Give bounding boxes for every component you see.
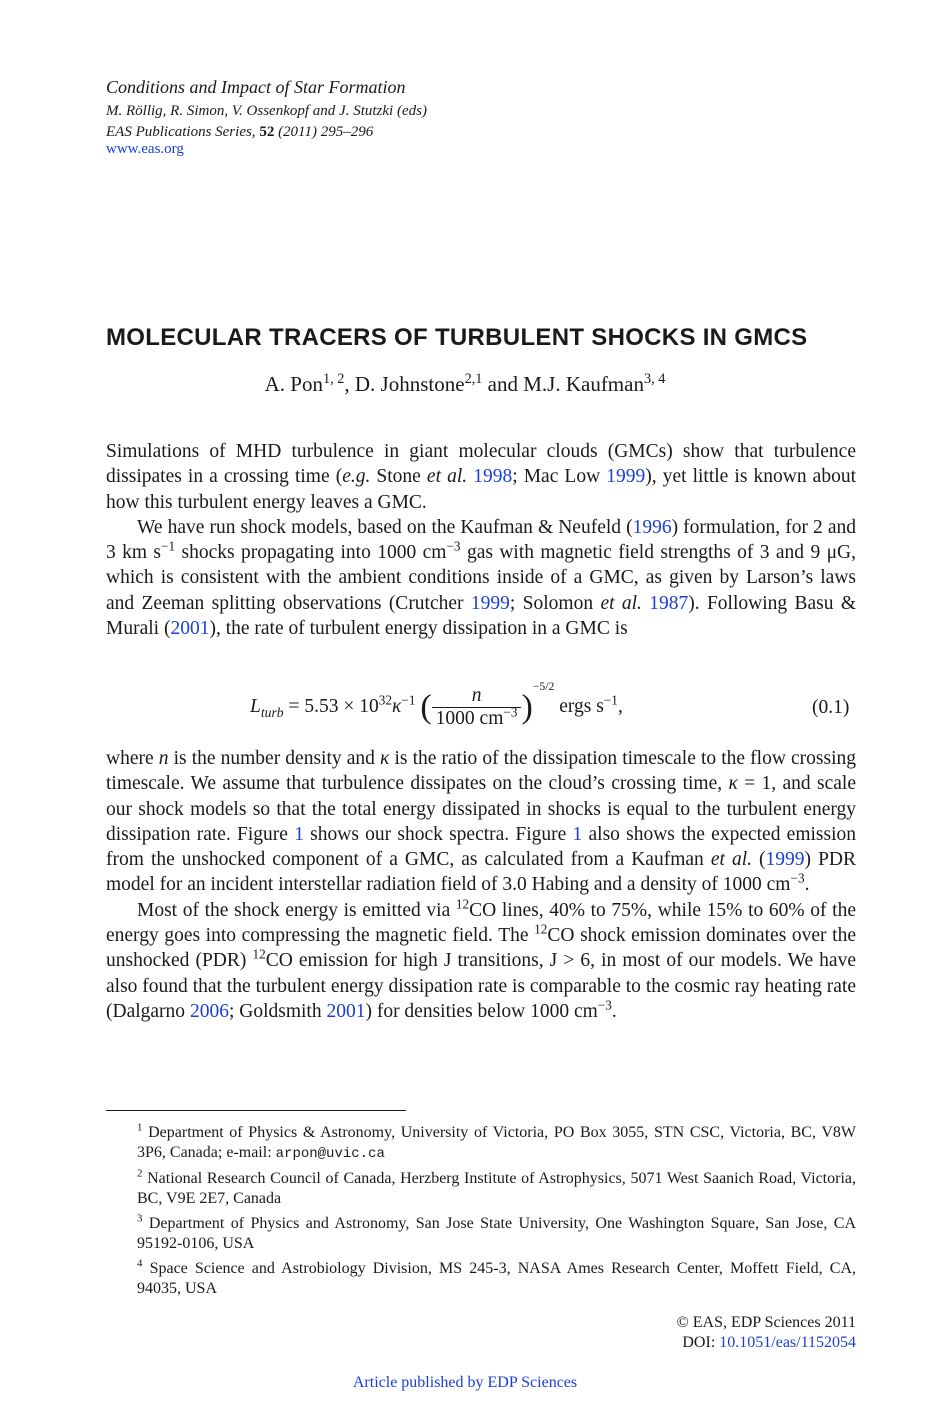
text: CO shock emission dominates over the unshocked (PDR) [106, 925, 856, 972]
text: . [804, 874, 810, 896]
text: ; Solomon [509, 592, 601, 614]
text: shocks propagating into 1000 cm [175, 542, 447, 564]
text: κ [380, 748, 390, 769]
paper-title: MOLECULAR TRACERS OF TURBULENT SHOCKS IN GMCS [106, 324, 808, 351]
text: ). Following Basu & Murali ( [106, 592, 856, 640]
author-affiliation: 3, 4 [643, 371, 666, 387]
text: . [611, 1000, 617, 1022]
superscript: −1 [161, 538, 176, 554]
eq-den-exp: −3 [503, 704, 518, 720]
text: is the ratio of the dissipation timescale to the flow crossing timescale. We assume that turbulence dissipates on the cloud’s crossing time, [106, 748, 856, 795]
doi-line [682, 1333, 856, 1352]
paragraph-3 [106, 746, 856, 898]
doi-label: DOI: [682, 1334, 720, 1351]
proceedings-title: Conditions and Impact of Star Formation [106, 77, 406, 97]
superscript: 12 [252, 946, 266, 962]
footnote-text: Department of Physics & Astronomy, University of Victoria, PO Box 3055, STN CSC, Victoria, BC, V8W 3P6, Canada; e-mail: [137, 1124, 856, 1161]
series-line [106, 123, 373, 141]
citation-link[interactable]: 1987 [649, 592, 689, 614]
text: ( [751, 849, 766, 871]
copyright-notice: © EAS, EDP Sciences 2011 [676, 1314, 856, 1331]
footnote-text: National Research Council of Canada, Herzberg Institute of Astrophysics, 5071 West Saanich Road, Victoria, BC, V9E 2E7, Canada [137, 1170, 856, 1207]
footnote-text: Department of Physics and Astronomy, San Jose State University, One Washington Square, San Jose, CA 95192-0106, USA [137, 1215, 856, 1252]
text: Simulations of MHD turbulence in giant molecular clouds (GMCs) show that turbulence dissipates in a crossing time ( [106, 441, 856, 488]
text: CO lines, 40% to 75%, while 15% to 60% of the energy goes into compressing the magnetic field. The [106, 899, 856, 947]
text: ), yet little is known about how this turbulent energy leaves a GMC. [106, 466, 856, 513]
superscript: 12 [534, 921, 548, 937]
text: κ [728, 773, 738, 795]
superscript: 12 [455, 896, 470, 912]
text: We have run shock models, based on the Kaufman & Neufeld ( [137, 516, 633, 538]
author-affiliation: 1, 2 [322, 371, 345, 387]
text: Most of the shock energy is emitted via [137, 899, 456, 921]
body-lower [106, 746, 856, 1024]
text: CO emission for high J transitions, J > 6, in most of our models. We have also found that the turbulent energy dissipation rate is comparable to the cosmic ray heating rate (Dalgarno [106, 950, 856, 1022]
citation-link[interactable]: 2001 [326, 1000, 366, 1022]
citation-link[interactable]: 1999 [470, 592, 510, 614]
citation-link[interactable]: 2006 [189, 1000, 229, 1022]
text: ) formulation, for 2 and 3 km s [106, 516, 856, 564]
text: ; Mac Low [512, 466, 607, 488]
figure-link[interactable]: 1 [572, 823, 583, 845]
text: gas with magnetic field strengths of 3 and 9 μG, which is consistent with the ambient conditions inside of a GMC, as given by Larson’s laws and Zeeman splitting observations (Crutcher [106, 542, 856, 614]
paragraph-4 [106, 898, 856, 1024]
eq-paren-close: ) [521, 688, 533, 726]
paragraph-1 [106, 439, 856, 515]
author-affiliation: 2,1 [464, 371, 483, 387]
eq-outer-exp: −5/2 [532, 679, 555, 693]
eq-coef: = 5.53 × 10 [283, 695, 379, 717]
published-by-link[interactable]: Article published by EDP Sciences [352, 1374, 578, 1391]
footnote-mark: 4 [137, 1257, 143, 1270]
citation-link[interactable]: 1998 [473, 466, 513, 488]
citation-link[interactable]: 2001 [170, 618, 210, 640]
text: = 1, and scale our shock models so that the total energy dissipated in shocks is equal to the turbulent energy dissipation rate. Figure [106, 773, 856, 845]
equation-turbulent-luminosity [250, 679, 623, 730]
text: ) for densities below 1000 cm [365, 1000, 598, 1022]
text: e.g. [342, 466, 371, 488]
text: also shows the expected emission from the unshocked component of a GMC, as calculated from a Kaufman [106, 823, 857, 871]
eq-kappa-exp: −1 [401, 692, 416, 708]
figure-link[interactable]: 1 [294, 823, 304, 845]
footnote [137, 1169, 856, 1209]
footnote-rule [106, 1110, 406, 1111]
footnote-text: Space Science and Astrobiology Division, MS 245-3, NASA Ames Research Center, Moffett Field, CA, 94035, USA [137, 1260, 856, 1297]
eq-coef-exp: 32 [378, 692, 392, 708]
superscript: −3 [446, 538, 461, 554]
eq-lhs: L [250, 695, 261, 717]
author-separator: , [344, 372, 355, 396]
footnote [137, 1259, 856, 1299]
citation-link[interactable]: 1996 [632, 516, 672, 538]
text: et al. [600, 592, 642, 614]
author-name: D. Johnstone [354, 372, 465, 396]
citation-link[interactable]: 1999 [765, 849, 805, 871]
superscript: −3 [597, 997, 612, 1013]
footnote [137, 1214, 856, 1254]
eq-paren-open: ( [420, 688, 432, 726]
text: where [106, 748, 159, 769]
eq-units-exp: −1 [603, 692, 618, 708]
eq-numerator: n [432, 685, 522, 708]
eas-url-link[interactable]: www.eas.org [106, 141, 184, 157]
email-link[interactable]: arpon@uvic.ca [275, 1146, 385, 1162]
eq-lhs-sub: turb [260, 704, 284, 720]
citation-link[interactable]: 1999 [606, 466, 646, 488]
footnotes [137, 1123, 856, 1299]
body-upper [106, 439, 856, 641]
footnote-mark: 1 [137, 1121, 143, 1134]
equation-number: (0.1) [812, 697, 850, 718]
author-separator: and [482, 372, 524, 396]
eq-units: ergs s [554, 695, 604, 717]
footnote [137, 1123, 856, 1164]
superscript: −3 [790, 870, 805, 886]
text: et al. [710, 849, 752, 871]
text: n [158, 748, 169, 769]
text: Stone [370, 466, 427, 488]
footnote-mark: 2 [137, 1167, 143, 1180]
eq-tail: , [617, 695, 623, 717]
author-name: M.J. Kaufman [523, 372, 644, 396]
text: et al. [426, 466, 468, 488]
text: is the number density and [168, 748, 380, 769]
author-name: A. Pon [264, 372, 323, 396]
text: ), the rate of turbulent energy dissipation in a GMC is [209, 618, 628, 640]
footnote-mark: 3 [137, 1212, 143, 1225]
series-year-pages: (2011) 295–296 [278, 124, 374, 140]
eq-denominator [432, 704, 522, 730]
series-volume: 52 [259, 124, 275, 140]
paragraph-2 [106, 515, 856, 641]
text: 1000 cm [435, 708, 504, 729]
eq-kappa: κ [391, 695, 402, 717]
author-list [0, 372, 930, 397]
text: ) PDR model for an incident interstellar radiation field of 3.0 Habing and a density of 1000 cm [106, 849, 856, 896]
editors-line: M. Röllig, R. Simon, V. Ossenkopf and J. Stutzki (eds) [106, 103, 427, 119]
text: ; Goldsmith [228, 1000, 327, 1022]
eq-fraction [432, 685, 522, 730]
series-name: EAS Publications Series, [106, 124, 256, 140]
text: shows our shock spectra. Figure [303, 823, 573, 845]
doi-link[interactable]: 10.1051/eas/1152054 [719, 1334, 856, 1351]
